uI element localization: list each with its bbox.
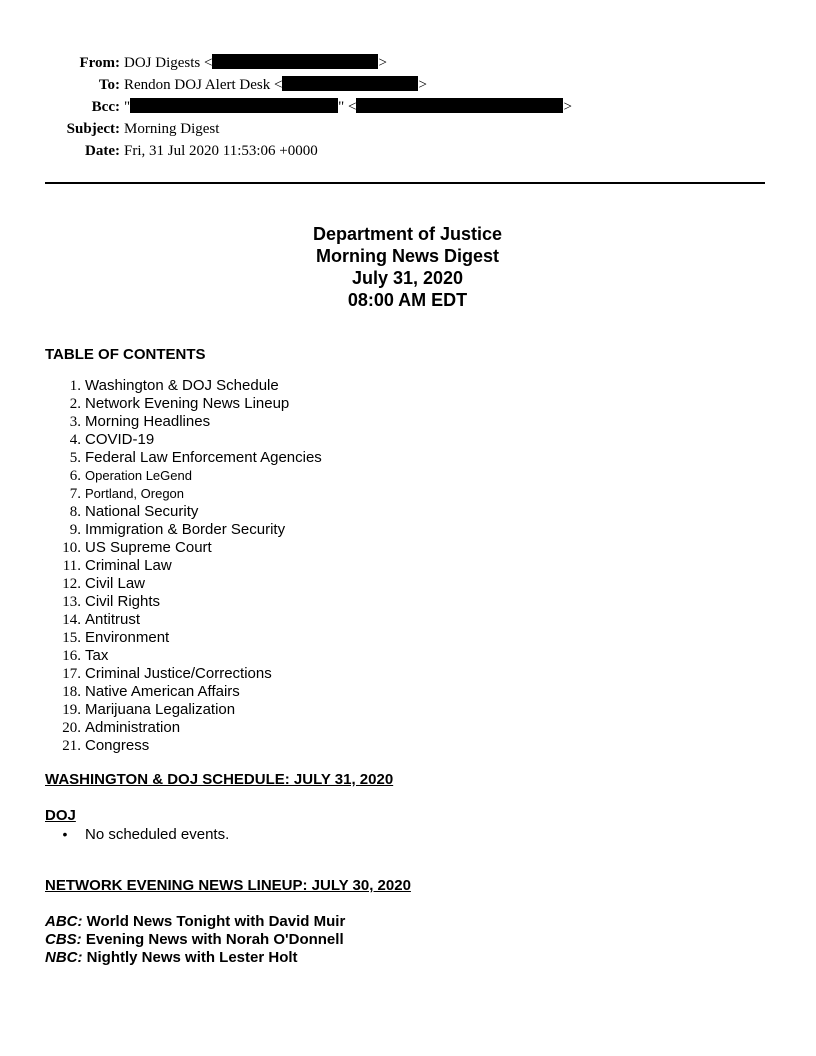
toc-label: Operation LeGend — [85, 468, 192, 483]
toc-item[interactable] — [45, 593, 322, 611]
title-line-digest: Morning News Digest — [315, 246, 499, 266]
toc-number: 20. — [62, 720, 81, 736]
toc-label: Washington & DOJ Schedule — [85, 377, 279, 394]
bcc-mid: " < — [338, 99, 357, 115]
toc-label: Marijuana Legalization — [85, 701, 236, 718]
toc-label: Immigration & Border Security — [85, 521, 286, 538]
toc-number: 14. — [62, 612, 81, 628]
show-title: Evening News with Norah O'Donnell — [85, 931, 344, 948]
bcc-address-redaction — [356, 98, 563, 113]
toc-label: Antitrust — [85, 611, 141, 628]
toc-number: 11. — [62, 558, 81, 574]
toc-item[interactable] — [45, 467, 322, 485]
toc-label: US Supreme Court — [85, 539, 212, 556]
toc-item[interactable] — [45, 701, 322, 719]
network-label: CBS: — [45, 931, 82, 948]
toc-item[interactable] — [45, 539, 322, 557]
show-title: World News Tonight with David Muir — [86, 913, 346, 930]
toc-label: Environment — [85, 629, 170, 646]
digest-title — [45, 223, 770, 311]
bcc-label: Bcc: — [91, 99, 120, 115]
toc-label: Portland, Oregon — [85, 486, 185, 501]
lineup-list — [45, 913, 345, 967]
lineup-row — [45, 913, 345, 931]
toc-item[interactable] — [45, 719, 322, 737]
from-redaction — [212, 54, 378, 69]
toc-label: Criminal Justice/Corrections — [85, 665, 272, 682]
toc-number: 2. — [69, 396, 81, 412]
toc-number: 18. — [62, 684, 81, 700]
bullet-icon: • — [62, 826, 68, 842]
toc-label: COVID-19 — [85, 431, 155, 448]
toc-label: Administration — [85, 719, 181, 736]
toc-item[interactable] — [45, 395, 322, 413]
toc-label: Criminal Law — [85, 557, 172, 574]
toc-item[interactable] — [45, 665, 322, 683]
title-line-date: July 31, 2020 — [351, 268, 464, 288]
toc-number: 8. — [69, 504, 81, 520]
bcc-name-redaction — [130, 98, 338, 113]
lineup-heading: NETWORK EVENING NEWS LINEUP: JULY 30, 2020 — [45, 877, 411, 894]
date-value: Fri, 31 Jul 2020 11:53:06 +0000 — [124, 143, 318, 159]
doj-subheading: DOJ — [45, 807, 76, 824]
toc-item[interactable] — [45, 737, 322, 755]
toc-label: Morning Headlines — [85, 413, 211, 430]
network-label: NBC: — [45, 949, 83, 966]
network-label: ABC: — [45, 913, 83, 930]
toc-label: Federal Law Enforcement Agencies — [85, 449, 322, 466]
toc-label: Congress — [85, 737, 150, 754]
subject-row — [45, 118, 765, 140]
from-name: DOJ Digests < — [124, 55, 213, 71]
list-item — [45, 825, 229, 843]
toc-heading: TABLE OF CONTENTS — [45, 346, 206, 363]
toc-number: 5. — [69, 450, 81, 466]
from-row — [45, 52, 765, 74]
toc-number: 10. — [62, 540, 81, 556]
lineup-row — [45, 931, 345, 949]
subject-value: Morning Digest — [124, 121, 220, 137]
to-name: Rendon DOJ Alert Desk < — [124, 77, 283, 93]
toc-number: 1. — [69, 378, 81, 394]
header-divider — [45, 182, 765, 184]
toc-item[interactable] — [45, 413, 322, 431]
date-row — [45, 140, 765, 162]
toc-number: 9. — [69, 522, 81, 538]
toc-number: 4. — [69, 432, 81, 448]
toc-number: 19. — [62, 702, 81, 718]
bcc-row — [45, 96, 765, 118]
toc-label: Tax — [85, 647, 109, 664]
schedule-heading: WASHINGTON & DOJ SCHEDULE: JULY 31, 2020 — [45, 771, 394, 788]
title-line-department: Department of Justice — [312, 224, 503, 244]
email-header — [45, 52, 765, 162]
toc-item[interactable] — [45, 629, 322, 647]
toc-label: Civil Law — [85, 575, 146, 592]
toc-item[interactable] — [45, 575, 322, 593]
from-close: > — [378, 55, 387, 71]
lineup-row — [45, 949, 345, 967]
schedule-list — [45, 825, 229, 843]
show-title: Nightly News with Lester Holt — [86, 949, 298, 966]
toc-item[interactable] — [45, 683, 322, 701]
toc-number: 3. — [69, 414, 81, 430]
toc-number: 13. — [62, 594, 81, 610]
toc-number: 7. — [69, 486, 81, 502]
toc-label: Network Evening News Lineup — [85, 395, 290, 412]
toc-number: 21. — [62, 738, 81, 754]
to-redaction — [282, 76, 418, 91]
toc-label: National Security — [85, 503, 199, 520]
toc-item[interactable] — [45, 431, 322, 449]
toc-label: Civil Rights — [85, 593, 161, 610]
toc-item[interactable] — [45, 377, 322, 395]
toc-item[interactable] — [45, 647, 322, 665]
bcc-quote-open: " — [124, 99, 131, 115]
to-close: > — [418, 77, 427, 93]
subject-label: Subject: — [66, 121, 120, 137]
toc-item[interactable] — [45, 503, 322, 521]
toc-item[interactable] — [45, 611, 322, 629]
to-row — [45, 74, 765, 96]
toc-number: 12. — [62, 576, 81, 592]
from-label: From: — [79, 55, 120, 71]
toc-label: Native American Affairs — [85, 683, 240, 700]
bcc-close: > — [563, 99, 572, 115]
toc-number: 6. — [69, 468, 81, 484]
toc-number: 16. — [62, 648, 81, 664]
toc-item[interactable] — [45, 557, 322, 575]
toc-item[interactable] — [45, 521, 322, 539]
toc-list — [45, 377, 322, 755]
toc-number: 17. — [62, 666, 81, 682]
schedule-item-text: No scheduled events. — [85, 826, 230, 843]
toc-item[interactable] — [45, 485, 322, 503]
date-label: Date: — [85, 143, 120, 159]
to-label: To: — [98, 77, 120, 93]
title-line-time: 08:00 AM EDT — [347, 290, 468, 310]
toc-item[interactable] — [45, 449, 322, 467]
toc-number: 15. — [62, 630, 81, 646]
